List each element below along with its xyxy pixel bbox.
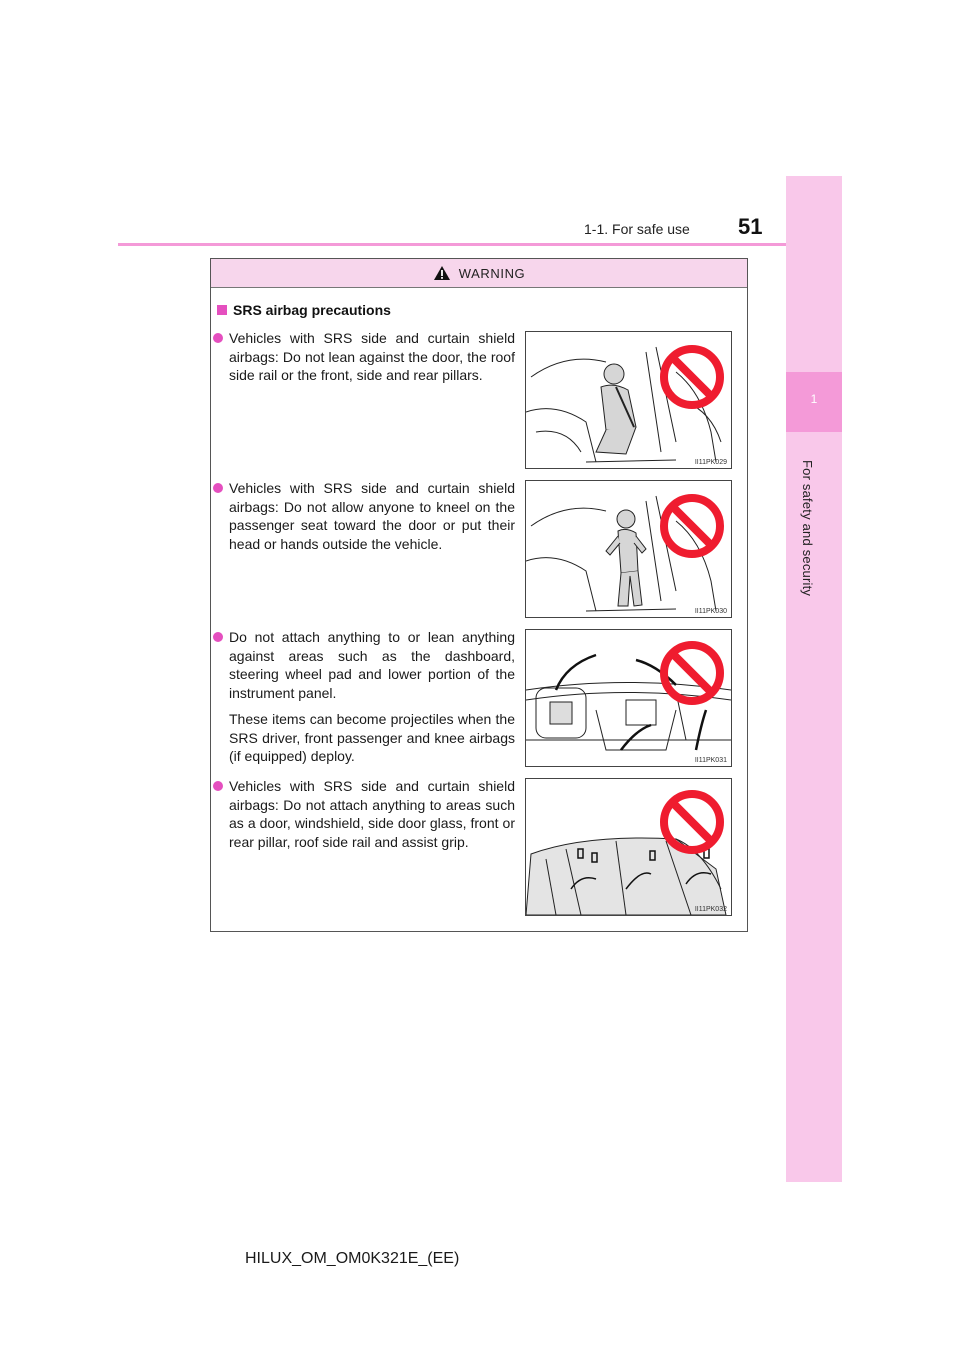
figure-code: II11PK029 <box>694 459 727 466</box>
prohibition-icon <box>659 640 725 706</box>
list-item <box>229 479 515 553</box>
warning-header <box>211 259 747 288</box>
chapter-side-tab <box>786 176 842 1182</box>
figure-code: II11PK031 <box>694 757 727 764</box>
bullet-icon <box>213 333 223 343</box>
warning-title: WARNING <box>458 265 526 281</box>
bullet-icon <box>213 781 223 791</box>
chapter-title: For safety and security <box>800 460 815 597</box>
item-text: Do not attach anything to or lean anything against areas such as the dashboard, steering wheel pad and lower portion of the instrument panel. <box>229 629 515 701</box>
figure-interior-grips <box>525 778 732 916</box>
figure-code: II11PK030 <box>694 608 727 615</box>
list-item <box>229 777 515 851</box>
figure-code: II11PK032 <box>694 906 727 913</box>
item-text: Vehicles with SRS side and curtain shield airbags: Do not attach anything to areas such as a door, windshield, side door glass, front or rear pillar, roof side rail and assist grip. <box>229 778 515 850</box>
figure-lean-door <box>525 331 732 469</box>
figure-dashboard <box>525 629 732 767</box>
prohibition-icon <box>659 493 725 559</box>
subheading-text: SRS airbag precautions <box>233 302 391 318</box>
warning-triangle-icon <box>433 265 451 281</box>
figure-kneel-seat <box>525 480 732 618</box>
bullet-icon <box>213 632 223 642</box>
square-bullet-icon <box>217 305 227 315</box>
item-text: Vehicles with SRS side and curtain shield airbags: Do not lean against the door, the roof side rail or the front, side and rear pillars. <box>229 330 515 383</box>
prohibition-icon <box>659 344 725 410</box>
bullet-icon <box>213 483 223 493</box>
item-subtext: These items can become projectiles when the SRS driver, front passenger and knee airbags (if equipped) deploy. <box>229 711 515 764</box>
header-rule <box>118 243 786 246</box>
item-text: Vehicles with SRS side and curtain shield airbags: Do not allow anyone to kneel on the passenger seat toward the door or put their head or hands outside the vehicle. <box>229 480 515 552</box>
section-title: 1-1. For safe use <box>584 221 690 237</box>
warning-box <box>210 258 748 932</box>
list-item <box>229 628 515 766</box>
list-item <box>229 329 515 385</box>
subheading <box>217 302 391 318</box>
prohibition-icon <box>659 789 725 855</box>
document-code: HILUX_OM_OM0K321E_(EE) <box>245 1250 460 1267</box>
page-number: 51 <box>738 214 763 239</box>
chapter-number: 1 <box>810 392 818 406</box>
